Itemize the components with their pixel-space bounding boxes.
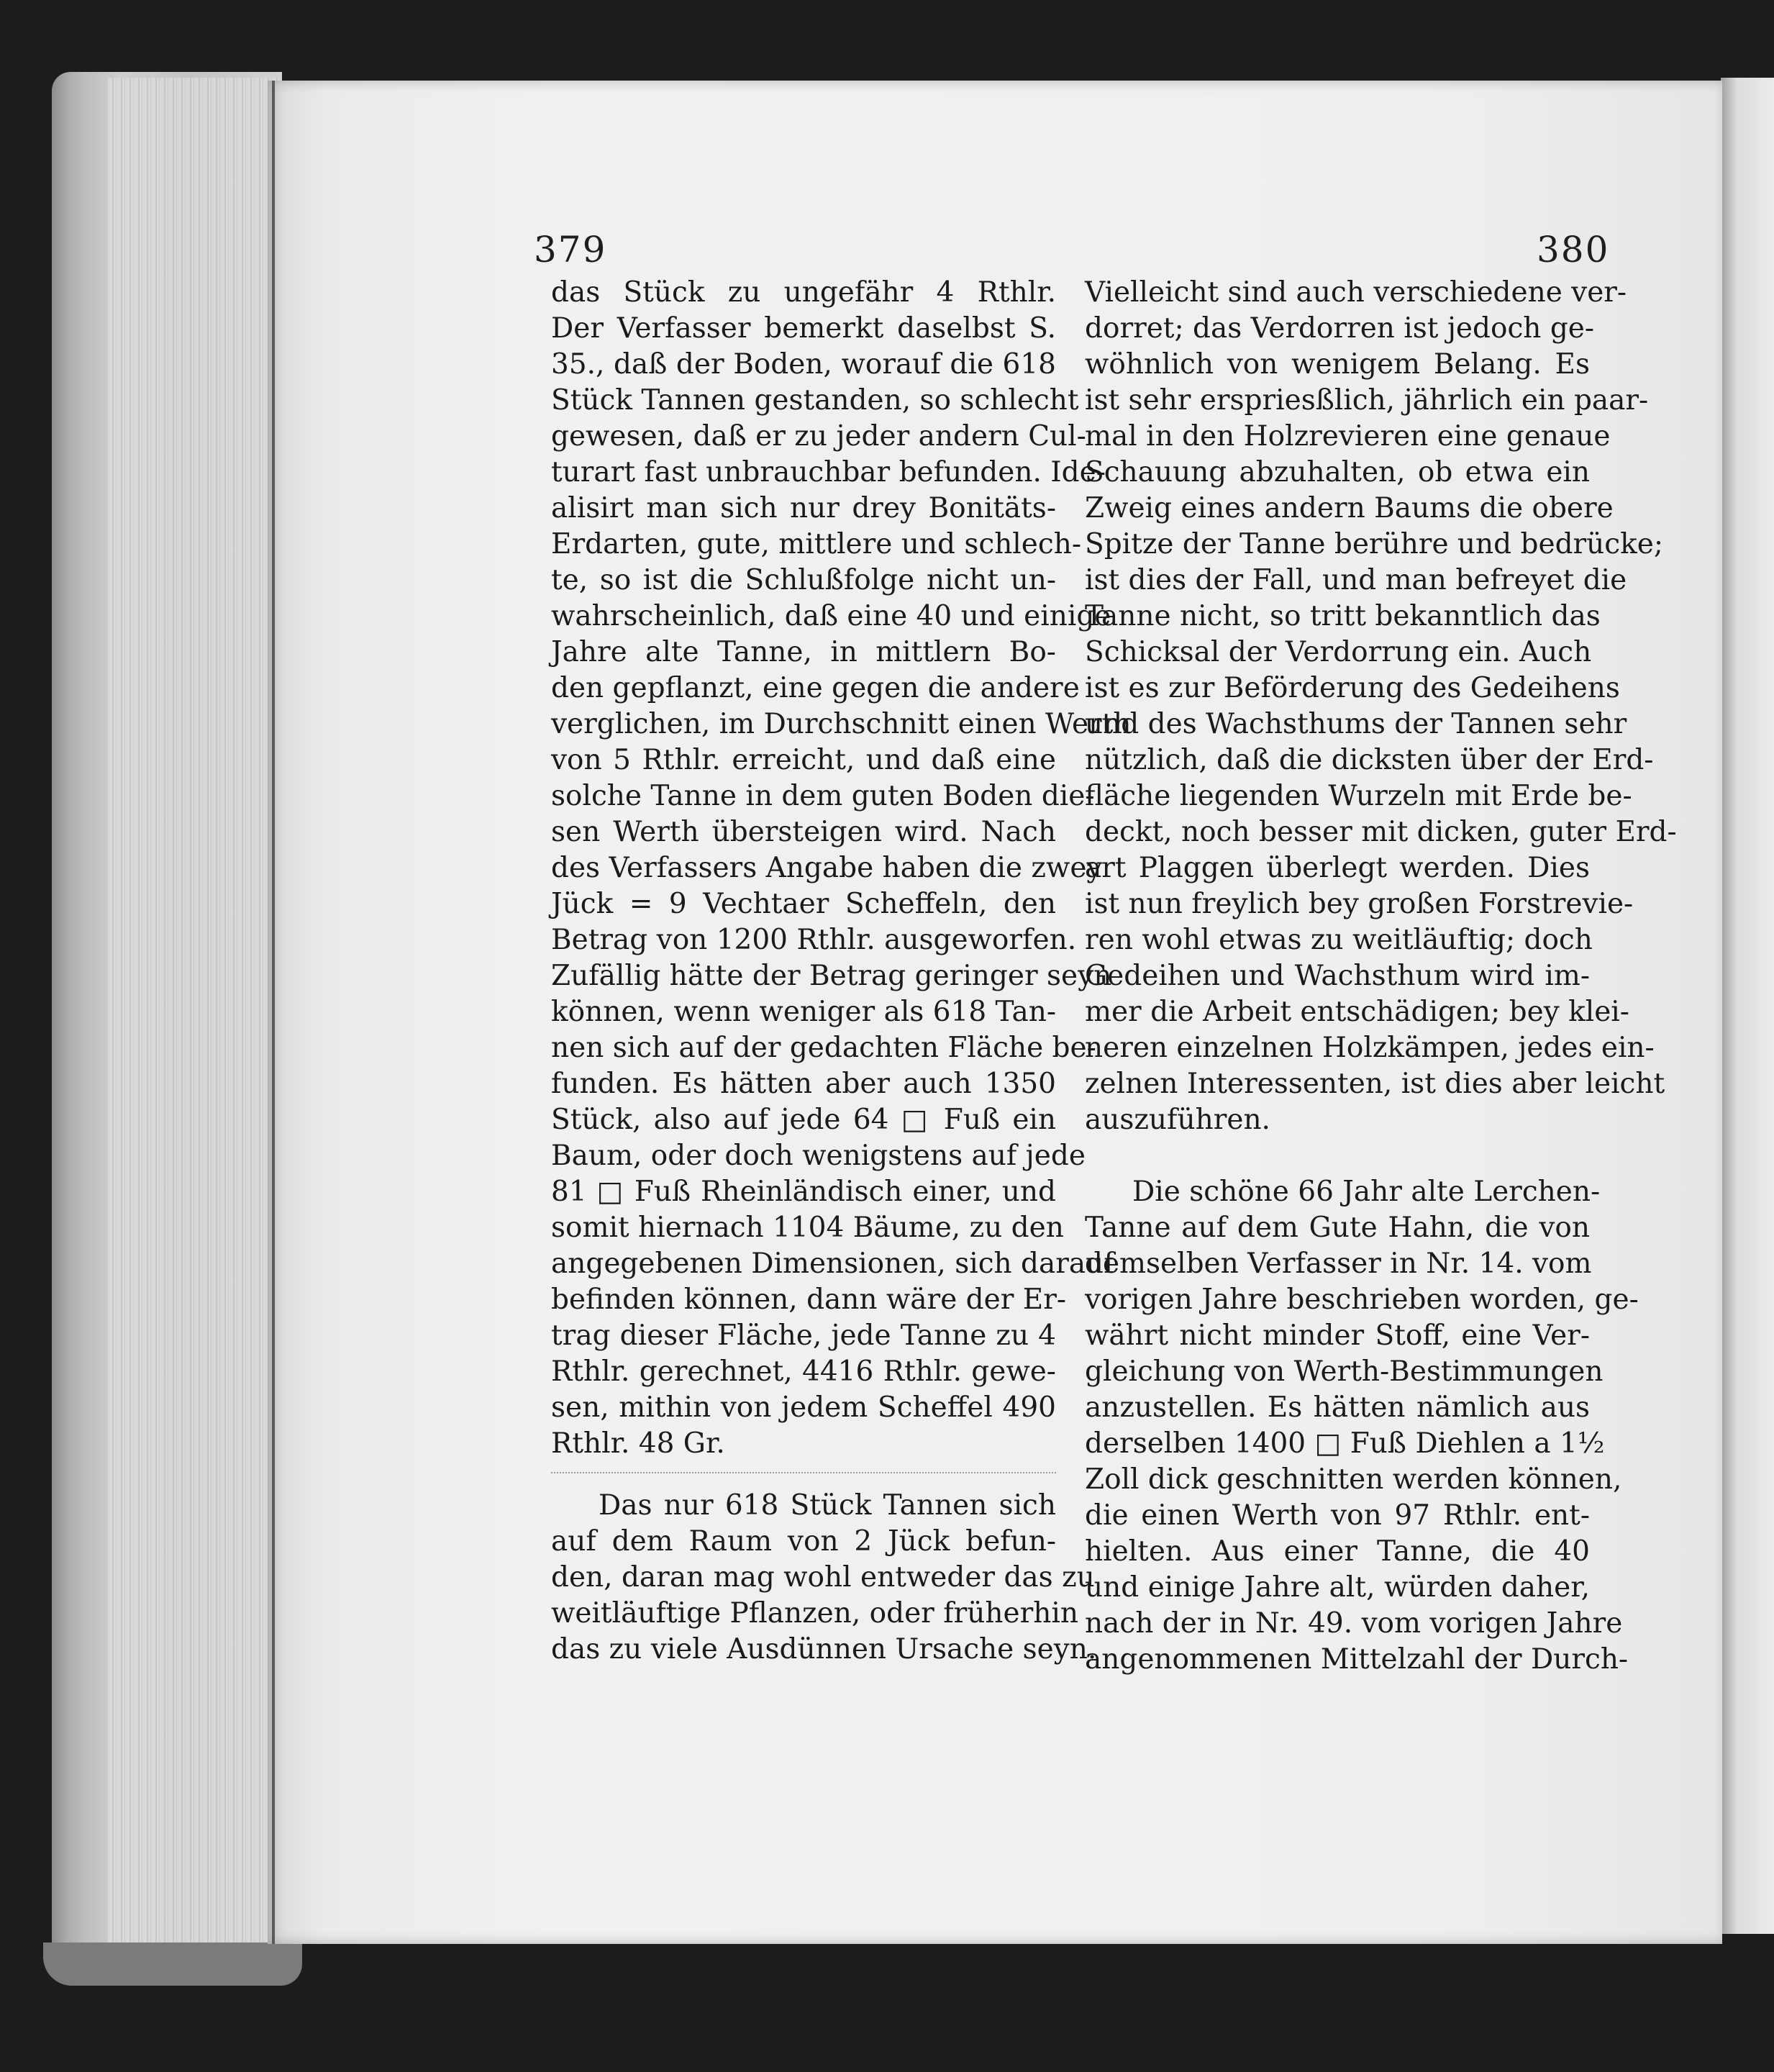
text-line: das zu viele Ausdünnen Ursache seyn. xyxy=(551,1633,1097,1666)
text-line: befinden können, dann wäre der Er- xyxy=(551,1283,1067,1316)
text-line: Das nur 618 Stück Tannen sich xyxy=(599,1489,1056,1522)
text-line: gleichung von Werth-Bestimmungen xyxy=(1085,1355,1604,1388)
text-line: und des Wachsthums der Tannen sehr xyxy=(1085,708,1627,740)
text-line: demselben Verfasser in Nr. 14. vom xyxy=(1085,1248,1592,1280)
page-edges xyxy=(108,78,281,1970)
text-line: Tanne auf dem Gute Hahn, die von xyxy=(1085,1212,1590,1244)
text-line: art Plaggen überlegt werden. Dies xyxy=(1085,852,1590,884)
text-line: verglichen, im Durchschnitt einen Werth xyxy=(551,708,1132,740)
text-line: nen sich auf der gedachten Fläche be- xyxy=(551,1032,1096,1064)
page-number-right: 380 xyxy=(1537,229,1610,271)
text-line: funden. Es hätten aber auch 1350 xyxy=(551,1068,1056,1100)
text-line: ist nun freylich bey großen Forstrevie- xyxy=(1085,888,1634,920)
text-line: te, so ist die Schlußfolge nicht un- xyxy=(551,564,1056,596)
text-line: solche Tanne in dem guten Boden die- xyxy=(551,780,1095,812)
text-line: Zoll dick geschnitten werden können, xyxy=(1085,1463,1622,1496)
text-line: gewesen, daß er zu jeder andern Cul- xyxy=(551,420,1086,453)
text-line: anzustellen. Es hätten nämlich aus xyxy=(1085,1391,1590,1424)
text-line: derselben 1400 □ Fuß Diehlen a 1½ xyxy=(1085,1427,1605,1460)
text-line: das Stück zu ungefähr 4 Rthlr. xyxy=(551,276,1056,309)
text-line: währt nicht minder Stoff, eine Ver- xyxy=(1085,1319,1590,1352)
text-line: können, wenn weniger als 618 Tan- xyxy=(551,996,1057,1028)
text-column-right xyxy=(1085,275,1677,1678)
opposite-page-edge xyxy=(1721,78,1774,1934)
text-line: deckt, noch besser mit dicken, guter Erd- xyxy=(1085,816,1677,848)
text-line: Tanne nicht, so tritt bekanntlich das xyxy=(1085,600,1601,632)
text-line: sen Werth übersteigen wird. Nach xyxy=(551,816,1056,848)
paragraph-spacer xyxy=(1085,1138,1590,1174)
text-line: ist sehr erspriesßlich, jährlich ein paar- xyxy=(1085,384,1649,417)
text-line: Stück Tannen gestanden, so schlecht xyxy=(551,384,1079,417)
text-line: den, daran mag wohl entweder das zu xyxy=(551,1561,1095,1594)
text-line: Der Verfasser bemerkt daselbst S. xyxy=(551,312,1056,345)
text-line: Zufällig hätte der Betrag geringer seyn xyxy=(551,960,1112,992)
text-line: weitläuftige Pflanzen, oder früherhin xyxy=(551,1597,1078,1630)
text-line: Schicksal der Verdorrung ein. Auch xyxy=(1085,636,1592,668)
text-line: Betrag von 1200 Rthlr. ausgeworfen. xyxy=(551,924,1077,956)
text-line: Jück = 9 Vechtaer Scheffeln, den xyxy=(551,888,1056,920)
text-line: vorigen Jahre beschrieben worden, ge- xyxy=(1085,1283,1639,1316)
text-line: die einen Werth von 97 Rthlr. ent- xyxy=(1085,1499,1590,1532)
text-line: hielten. Aus einer Tanne, die 40 xyxy=(1085,1535,1590,1568)
text-line: wöhnlich von wenigem Belang. Es xyxy=(1085,348,1590,381)
book-bottom-edge xyxy=(43,1942,302,1986)
text-column-left xyxy=(551,275,1132,1668)
text-line: nützlich, daß die dicksten über der Erd- xyxy=(1085,744,1654,776)
text-line: auszuführen. xyxy=(1085,1104,1270,1136)
text-line: Erdarten, gute, mittlere und schlech- xyxy=(551,528,1082,560)
text-line: Gedeihen und Wachsthum wird im- xyxy=(1085,960,1590,992)
text-line: turart fast unbrauchbar befunden. Ide- xyxy=(551,456,1106,489)
text-line: Zweig eines andern Baums die obere xyxy=(1085,492,1614,524)
text-line: 35., daß der Boden, worauf die 618 xyxy=(551,348,1056,381)
paragraph xyxy=(551,1488,1097,1668)
text-line: alisirt man sich nur drey Bonitäts- xyxy=(551,492,1056,524)
text-line: angegebenen Dimensionen, sich darauf xyxy=(551,1248,1114,1280)
text-line: Rthlr. 48 Gr. xyxy=(551,1427,725,1460)
text-line: mer die Arbeit entschädigen; bey klei- xyxy=(1085,996,1629,1028)
text-line: fläche liegenden Wurzeln mit Erde be- xyxy=(1085,780,1632,812)
text-line: von 5 Rthlr. erreicht, und daß eine xyxy=(551,744,1056,776)
text-line: des Verfassers Angabe haben die zwey xyxy=(551,852,1103,884)
text-line: Vielleicht sind auch verschiedene ver- xyxy=(1085,276,1627,309)
text-line: Jahre alte Tanne, in mittlern Bo- xyxy=(551,636,1056,668)
page-number-left: 379 xyxy=(534,229,607,271)
text-line: Spitze der Tanne berühre und bedrücke; xyxy=(1085,528,1663,560)
text-line: den gepflanzt, eine gegen die andere xyxy=(551,672,1080,704)
paragraph xyxy=(1085,1174,1639,1678)
text-line: Schauung abzuhalten, ob etwa ein xyxy=(1085,456,1590,489)
text-line: und einige Jahre alt, würden daher, xyxy=(1085,1571,1590,1604)
text-line: ren wohl etwas zu weitläuftig; doch xyxy=(1085,924,1593,956)
text-line: trag dieser Fläche, jede Tanne zu 4 xyxy=(551,1319,1056,1352)
separator-rule xyxy=(551,1472,1056,1475)
text-line: Die schöne 66 Jahr alte Lerchen- xyxy=(1132,1176,1601,1208)
text-line: Rthlr. gerechnet, 4416 Rthlr. gewe- xyxy=(551,1355,1056,1388)
text-line: auf dem Raum von 2 Jück befun- xyxy=(551,1525,1056,1558)
text-line: Stück, also auf jede 64 □ Fuß ein xyxy=(551,1104,1056,1136)
text-line: Baum, oder doch wenigstens auf jede xyxy=(551,1140,1086,1172)
text-line: nach der in Nr. 49. vom vorigen Jahre xyxy=(1085,1607,1623,1640)
page-gutter xyxy=(272,81,275,1944)
text-line: ist dies der Fall, und man befreyet die xyxy=(1085,564,1627,596)
text-line: wahrscheinlich, daß eine 40 und einige xyxy=(551,600,1111,632)
paragraph xyxy=(551,275,1132,1462)
text-line: somit hiernach 1104 Bäume, zu den xyxy=(551,1212,1064,1244)
text-line: dorret; das Verdorren ist jedoch ge- xyxy=(1085,312,1595,345)
text-line: ist es zur Beförderung des Gedeihens xyxy=(1085,672,1620,704)
text-line: 81 □ Fuß Rheinländisch einer, und xyxy=(551,1176,1056,1208)
paragraph xyxy=(1085,275,1677,1138)
text-line: zelnen Interessenten, ist dies aber leicht xyxy=(1085,1068,1665,1100)
text-line: mal in den Holzrevieren eine genaue xyxy=(1085,420,1611,453)
text-line: sen, mithin von jedem Scheffel 490 xyxy=(551,1391,1056,1424)
text-line: angenommenen Mittelzahl der Durch- xyxy=(1085,1643,1629,1676)
text-line: neren einzelnen Holzkämpen, jedes ein- xyxy=(1085,1032,1655,1064)
